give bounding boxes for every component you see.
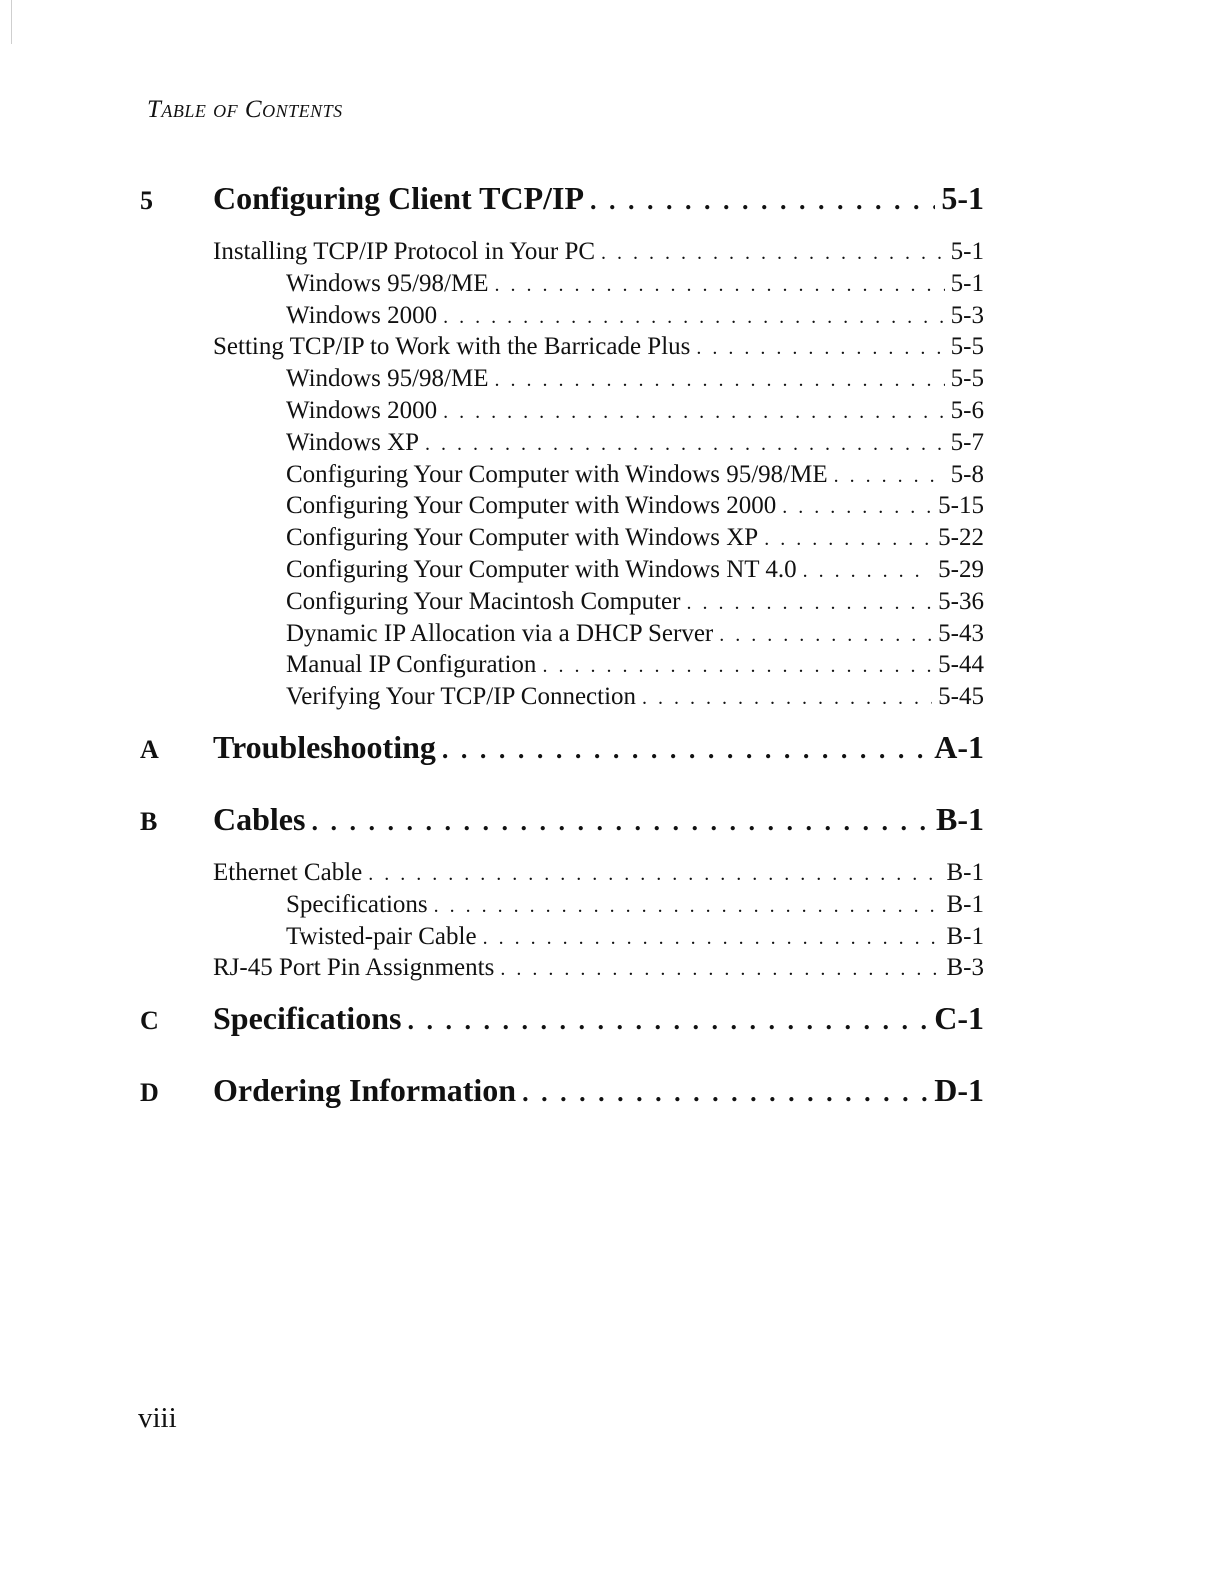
running-head: Table of Contents (147, 96, 343, 123)
dot-leader (443, 306, 945, 329)
page-number: viii (138, 1402, 177, 1434)
toc-subsection-entry[interactable] (140, 461, 984, 493)
chapter-title: Cables (213, 800, 306, 837)
entry-page-number: B-1 (946, 858, 984, 886)
toc-subsection-entry[interactable] (140, 492, 984, 524)
toc-subsection-entry[interactable] (140, 397, 984, 429)
dot-leader (542, 655, 932, 678)
entry-page-number: 5-43 (938, 619, 984, 647)
dot-leader (434, 895, 941, 918)
chapter-number: A (140, 734, 159, 764)
toc-subsection-entry[interactable] (140, 524, 984, 556)
toc-chapter (140, 180, 984, 715)
entry-title: Configuring Your Computer with Windows 2000 (286, 492, 777, 520)
toc-chapter-heading[interactable] (140, 180, 984, 238)
dot-leader (696, 337, 944, 360)
chapter-page-number: C-1 (934, 1000, 984, 1037)
toc-chapter-heading[interactable] (140, 801, 984, 859)
dot-leader (522, 1078, 928, 1108)
entry-title: Windows 2000 (286, 396, 438, 424)
chapter-title: Configuring Client TCP/IP (213, 180, 584, 216)
toc-subsection-entry[interactable] (140, 429, 984, 461)
toc-chapter (140, 1072, 984, 1130)
chapter-page-number: D-1 (934, 1072, 984, 1109)
entry-page-number: 5-5 (950, 365, 984, 393)
entry-title: Dynamic IP Allocation via a DHCP Server (286, 619, 714, 647)
entry-title: Manual IP Configuration (286, 651, 537, 679)
chapter-title: Ordering Information (213, 1072, 517, 1109)
toc-subsection-entry[interactable] (140, 270, 984, 302)
toc-subsection-entry[interactable] (140, 620, 984, 652)
entry-page-number: 5-8 (950, 460, 984, 488)
toc-subsection-entry[interactable] (140, 891, 984, 923)
dot-leader (442, 735, 928, 765)
chapter-number: D (140, 1078, 159, 1108)
chapter-title: Specifications (213, 1000, 402, 1037)
chapter-title: Troubleshooting (213, 728, 436, 765)
dot-leader (483, 927, 941, 950)
toc-subsection-entry[interactable] (140, 556, 984, 588)
toc-chapter-heading[interactable] (140, 1072, 984, 1130)
entry-page-number: 5-45 (938, 683, 984, 711)
entry-title: Windows XP (286, 428, 420, 456)
entry-title: Twisted-pair Cable (286, 922, 477, 950)
chapter-page-number: B-1 (936, 800, 984, 837)
entry-title: Installing TCP/IP Protocol in Your PC (213, 238, 596, 265)
entry-page-number: 5-36 (938, 587, 984, 615)
entry-page-number: B-3 (946, 954, 984, 982)
toc-chapter-heading[interactable] (140, 729, 984, 787)
entry-title: Configuring Your Macintosh Computer (286, 587, 681, 615)
page-edge-rule (11, 0, 12, 44)
chapter-number: C (140, 1006, 159, 1036)
dot-leader (311, 807, 930, 837)
dot-leader (642, 687, 932, 710)
toc-chapter (140, 801, 984, 986)
chapter-page-number: 5-1 (941, 180, 984, 216)
dot-leader (803, 560, 933, 583)
dot-leader (368, 863, 940, 886)
toc-section-entry[interactable] (140, 859, 984, 891)
dot-leader (764, 528, 932, 551)
entry-title: Verifying Your TCP/IP Connection (286, 683, 637, 711)
entry-title: Configuring Your Computer with Windows NT 4.0 (286, 555, 797, 583)
toc-subsection-entry[interactable] (140, 365, 984, 397)
dot-leader (443, 401, 945, 424)
entry-page-number: 5-3 (950, 301, 984, 329)
dot-leader (494, 274, 944, 297)
toc-chapter (140, 1000, 984, 1058)
dot-leader (782, 496, 932, 519)
entry-page-number: 5-6 (950, 396, 984, 424)
chapter-number: B (140, 806, 158, 836)
entry-page-number: 5-7 (950, 428, 984, 456)
entry-title: Ethernet Cable (213, 858, 363, 886)
entry-page-number: 5-1 (950, 269, 984, 297)
toc-section-entry[interactable] (140, 333, 984, 365)
entry-title: Windows 2000 (286, 301, 438, 329)
toc-subsection-entry[interactable] (140, 302, 984, 334)
dot-leader (407, 1006, 928, 1036)
dot-leader (601, 242, 945, 265)
dot-leader (719, 624, 932, 647)
entry-title: Configuring Your Computer with Windows 95/98/ME (286, 460, 828, 488)
entry-title: Windows 95/98/ME (286, 269, 489, 297)
entry-page-number: 5-1 (950, 238, 984, 265)
toc-subsection-entry[interactable] (140, 588, 984, 620)
entry-title: Specifications (286, 890, 428, 918)
entry-page-number: 5-44 (938, 651, 984, 679)
toc-subsection-entry[interactable] (140, 651, 984, 683)
dot-leader (834, 465, 945, 488)
chapter-page-number: A-1 (934, 728, 984, 765)
table-of-contents (140, 180, 984, 1144)
toc-section-entry[interactable] (140, 954, 984, 986)
dot-leader (686, 592, 932, 615)
chapter-number: 5 (140, 186, 153, 215)
dot-leader (494, 369, 944, 392)
entry-page-number: B-1 (946, 922, 984, 950)
toc-chapter (140, 729, 984, 787)
toc-subsection-entry[interactable] (140, 923, 984, 955)
toc-chapter-heading[interactable] (140, 1000, 984, 1058)
entry-page-number: 5-29 (938, 555, 984, 583)
entry-title: RJ-45 Port Pin Assignments (213, 954, 495, 982)
dot-leader (425, 433, 945, 456)
dot-leader (590, 186, 935, 216)
toc-subsection-entry[interactable] (140, 683, 984, 715)
entry-title: Windows 95/98/ME (286, 365, 489, 393)
entry-title: Configuring Your Computer with Windows XP (286, 524, 759, 552)
entry-page-number: 5-15 (938, 492, 984, 520)
entry-page-number: 5-22 (938, 524, 984, 552)
dot-leader (500, 958, 940, 981)
entry-page-number: 5-5 (950, 333, 984, 361)
entry-page-number: B-1 (946, 890, 984, 918)
toc-section-entry[interactable] (140, 238, 984, 270)
entry-title: Setting TCP/IP to Work with the Barricade Plus (213, 333, 691, 361)
